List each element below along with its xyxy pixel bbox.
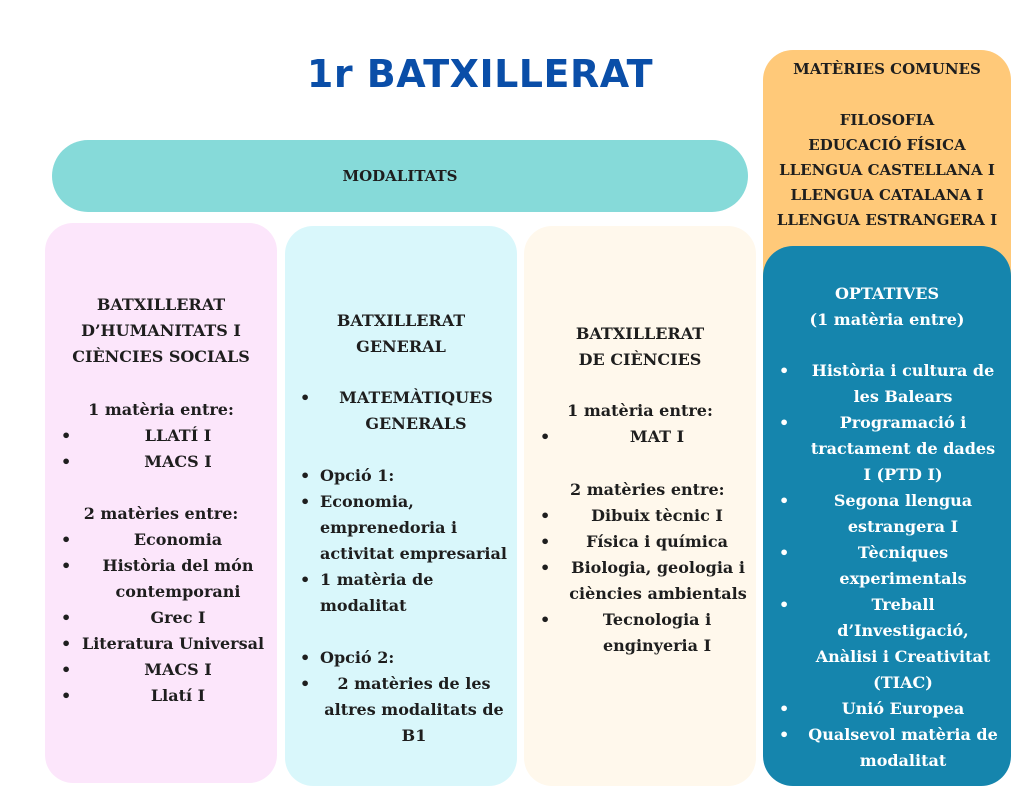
heading-line: CIÈNCIES SOCIALS [72, 347, 250, 366]
group1-label: 1 matèria entre: [567, 401, 713, 420]
list-item: • Grec I [45, 605, 277, 631]
option2-list [285, 645, 517, 749]
list-item: • Programació i tractament de dades I (PTD I) [763, 410, 1011, 488]
optatives-subheading: (1 matèria entre) [809, 310, 965, 329]
list-item: LLENGUA CATALANA I [790, 186, 984, 204]
list-item: • Economia, emprenedoria i activitat empresarial [285, 489, 517, 567]
humanitats-heading [45, 292, 277, 370]
list-item: LLENGUA ESTRANGERA I [776, 211, 998, 229]
ciencies-column [524, 226, 756, 786]
optatives-list [763, 358, 1011, 774]
list-item: • Segona llengua estrangera I [763, 488, 1011, 540]
heading-line: BATXILLERAT [575, 324, 705, 343]
group1-list [524, 424, 756, 450]
list-item: • MATEMÀTIQUES GENERALS [285, 385, 517, 437]
list-item: • Història i cultura de les Balears [763, 358, 1011, 410]
optatives-heading: OPTATIVES [834, 284, 940, 303]
list-item: • 1 matèria de modalitat [285, 567, 517, 619]
list-item: • Unió Europea [763, 696, 1011, 722]
list-item: • MACS I [45, 449, 277, 475]
modalitats-banner [52, 140, 748, 212]
ciencies-heading [524, 321, 756, 373]
heading-line: BATXILLERAT [96, 295, 226, 314]
comunes-heading: MATÈRIES COMUNES [793, 60, 981, 78]
general-heading [285, 308, 517, 360]
list-item: EDUCACIÓ FÍSICA [808, 136, 966, 154]
list-item: • MAT I [524, 424, 756, 450]
heading-line: BATXILLERAT [336, 311, 466, 330]
option1-list [285, 463, 517, 619]
general-main-list [285, 385, 517, 437]
group1-label: 1 matèria entre: [88, 400, 234, 419]
modalitats-label: MODALITATS [342, 167, 458, 185]
group1-list [45, 423, 277, 475]
group2-label: 2 matèries entre: [570, 480, 725, 499]
heading-line: GENERAL [356, 337, 446, 356]
humanitats-column [45, 223, 277, 783]
list-item: • Biologia, geologia i ciències ambientals [524, 555, 756, 607]
list-item: • Tècniques experimentals [763, 540, 1011, 592]
comunes-list [763, 108, 1011, 233]
list-item: • Treball d’Investigació, Anàlisi i Creativitat (TIAC) [763, 592, 1011, 696]
option2-label: • Opció 2: [285, 645, 517, 671]
list-item: • MACS I [45, 657, 277, 683]
list-item: LLENGUA CASTELLANA I [779, 161, 995, 179]
list-item: • Llatí I [45, 683, 277, 709]
page-title: 1r BATXILLERAT [306, 52, 654, 96]
option1-label: • Opció 1: [285, 463, 517, 489]
heading-line: D’HUMANITATS I [81, 321, 241, 340]
list-item: • Física i química [524, 529, 756, 555]
list-item: • 2 matèries de les altres modalitats de B1 [285, 671, 517, 749]
list-item: • Qualsevol matèria de modalitat [763, 722, 1011, 774]
group2-label: 2 matèries entre: [83, 504, 239, 523]
group2-list [524, 503, 756, 659]
list-item: • Literatura Universal [45, 631, 277, 657]
list-item: • Economia [45, 527, 277, 553]
optatives-panel [763, 246, 1011, 786]
list-item: • Tecnologia i enginyeria I [524, 607, 756, 659]
group2-list [45, 527, 277, 709]
general-column [285, 226, 517, 786]
list-item: FILOSOFIA [839, 111, 935, 129]
heading-line: DE CIÈNCIES [578, 350, 702, 369]
list-item: • Història del món contemporani [45, 553, 277, 605]
list-item: • LLATÍ I [45, 423, 277, 449]
list-item: • Dibuix tècnic I [524, 503, 756, 529]
